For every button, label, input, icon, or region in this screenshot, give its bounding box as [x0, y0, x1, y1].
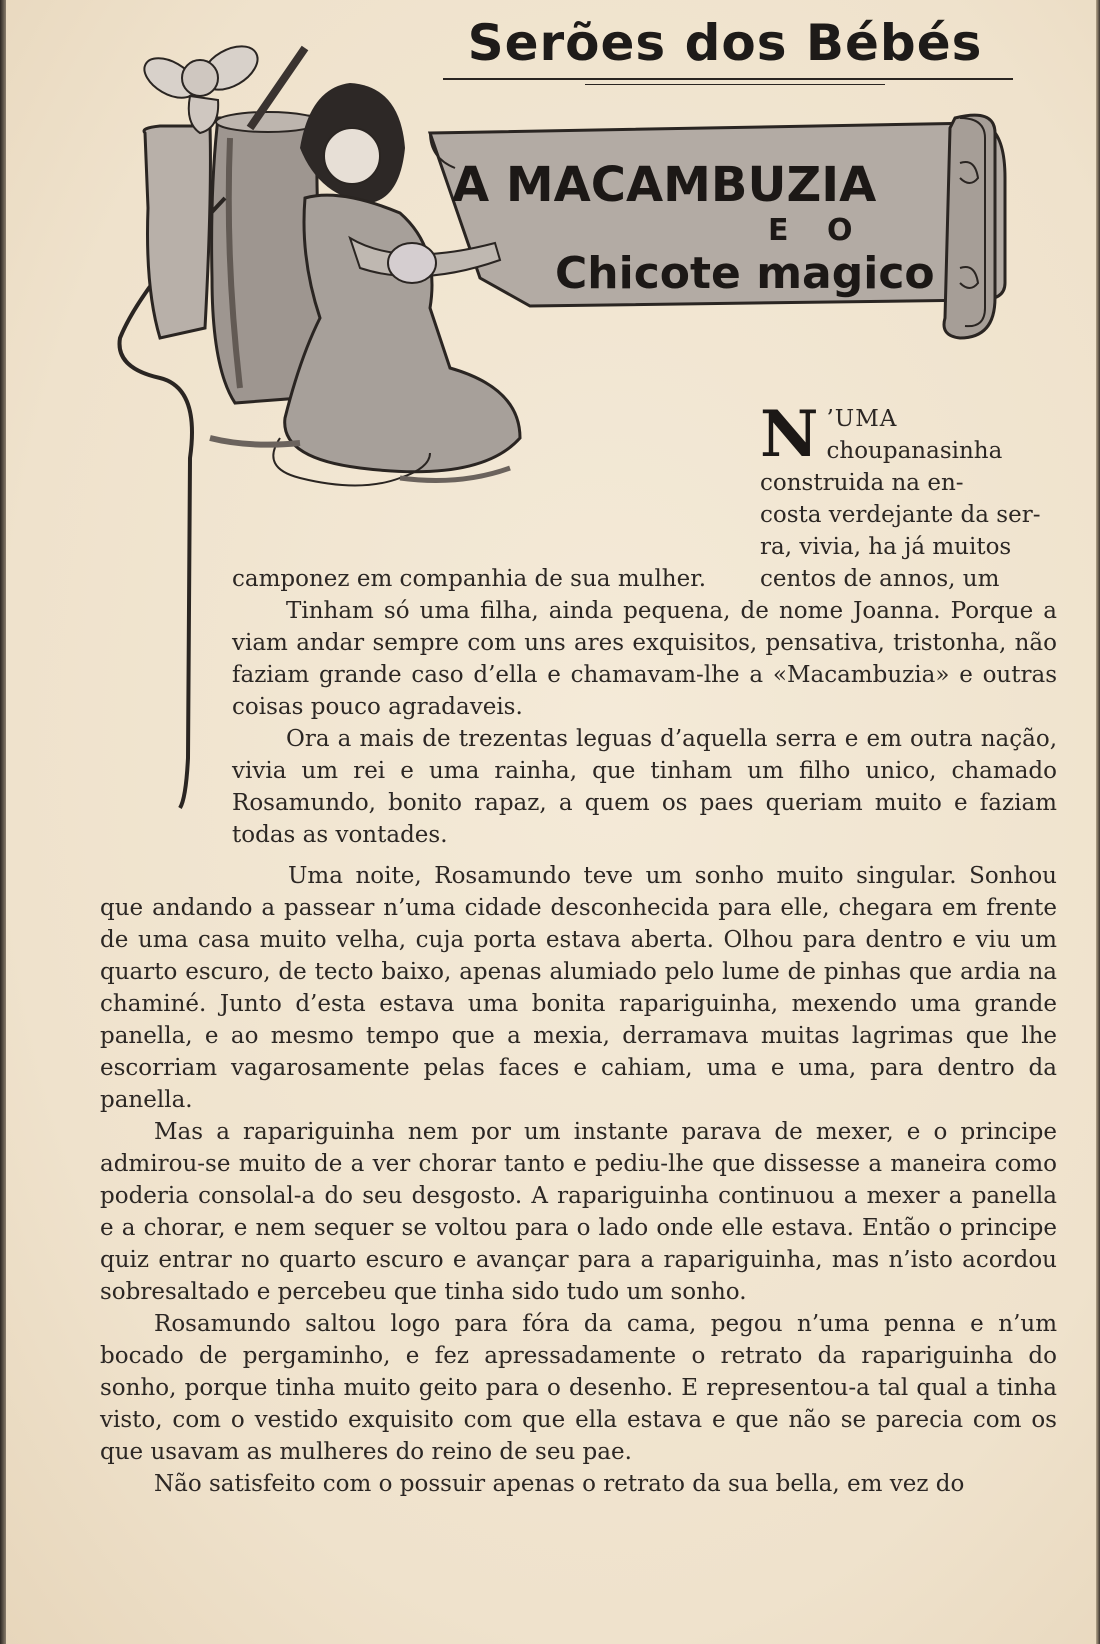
page-edge-right — [1096, 0, 1100, 1644]
paragraph-2: Tinham só uma filha, ainda pequena, de nome Joanna. Porque a viam andar sempre com uns ares exquisitos, pensativa, tristonha, não faziam grande caso d’ella e chamavam-lhe a «Macambuzia» e outras coisas pouco agradaveis. — [232, 598, 1057, 720]
banner-line-2: E O — [768, 213, 867, 248]
opening-line-5: centos de annos, um — [760, 566, 1000, 592]
main-column — [100, 860, 1057, 1500]
opening-line-3: costa verdejante da ser- — [760, 502, 1041, 528]
jug — [144, 126, 210, 338]
banner-line-1: A MACAMBUZIA — [452, 157, 877, 213]
page-edge-left — [0, 0, 6, 1644]
opening-line-4: ra, vivia, ha já muitos — [760, 534, 1012, 560]
opening-smallcaps: ’UMA — [826, 406, 898, 432]
paragraph-4: Uma noite, Rosamundo teve um sonho muito singular. Sonhou que andando a passear n’uma cidade desconhecida para elle, chegara em frente de uma casa muito velha, cuja porta estava aberta. Olhou para dentro e viu um quarto escuro, de tecto baixo, apenas alumiado pelo lume de pinhas que ardia na chaminé. Junto d’esta estava uma bonita rapariguinha, mexendo uma grande panella, e ao mesmo tempo que a mexia, derramava muitas lagrimas que lhe escorriam vagarosamente pelas faces e cahiam, uma e uma, para dentro da panella. — [100, 863, 1057, 1113]
opening-line-2: construida na en- — [760, 470, 964, 496]
title-scroll — [430, 115, 1005, 338]
paragraph-1-end: camponez em companhia de sua mulher. — [232, 566, 707, 592]
paragraph-7: Não satisfeito com o possuir apenas o retrato da sua bella, em vez do — [154, 1471, 965, 1497]
banner-line-3: Chicote magico — [555, 248, 935, 299]
opening-line-1: choupanasinha — [826, 438, 1003, 464]
narrow-column — [232, 563, 1057, 851]
paragraph-3: Ora a mais de trezentas leguas d’aquella serra e em outra nação, vivia um rei e uma rainha, que tinham um filho unico, chamado Rosamundo, bonito rapaz, a quem os paes queriam muito e faziam todas as vontades. — [232, 726, 1057, 848]
magazine-title: Serões dos Bébés — [467, 14, 983, 72]
dropcap-letter: N — [760, 397, 819, 472]
paragraph-5: Mas a rapariguinha nem por um instante parava de mexer, e o principe admirou-se muito de a ver chorar tanto e pediu-lhe que dissesse a maneira como poderia consolal-a do seu desgosto. A rapariguinha continuou a mexer a panella e a chorar, e nem sequer se voltou para o lado onde elle estava. Então o principe quiz entrar no quarto escuro e avançar para a rapariguinha, mas n’isto acordou sobresaltado e percebeu que tinha sido tudo um sonho. — [100, 1119, 1057, 1305]
paragraph-6: Rosamundo saltou logo para fóra da cama, pegou n’uma penna e n’um bocado de pergaminho, e fez apressadamente o retrato da rapariguinha do sonho, porque tinha muito geito para o desenho. E representou-a tal qual a tinha visto, com o vestido exquisito com que ella estava e que não se parecia com os que usavam as mulheres do reino de seu pae. — [100, 1311, 1057, 1465]
